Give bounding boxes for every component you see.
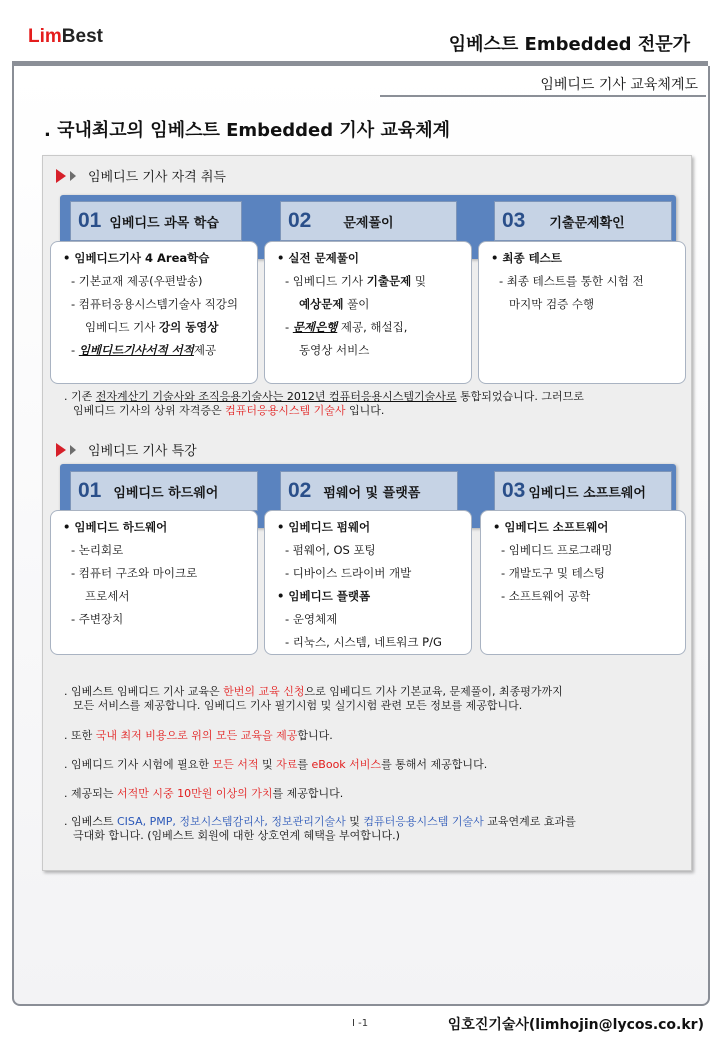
card-line: - 펌웨어, OS 포팅 xyxy=(285,543,376,557)
author-contact: 임호진기술사(limhojin@lycos.co.kr) xyxy=(447,1017,704,1033)
note-red-text: 모든 서적 xyxy=(212,758,259,771)
card-line xyxy=(277,316,463,339)
card-text: - 임베디드 기사 xyxy=(285,274,367,288)
card-line: 마지막 검증 수행 xyxy=(509,297,595,311)
card-emphasis-text: 문제은행 xyxy=(292,320,338,334)
block2-heading-text: 임베디드 기사 특강 xyxy=(88,444,197,459)
header-title: 임베스트 Embedded 전문가 xyxy=(448,34,690,55)
block2-tab-1 xyxy=(70,471,258,511)
card-line: • 임베디드 펌웨어 xyxy=(277,520,371,534)
block1-heading xyxy=(56,166,226,185)
block2-heading xyxy=(56,440,197,459)
card-line: • 실전 문제풀이 xyxy=(277,251,360,265)
note-text: 를 통해서 제공합니다. xyxy=(381,758,488,771)
card-text: - xyxy=(285,320,293,334)
note-text: 입니다. xyxy=(345,404,385,417)
card-line: - 컴퓨터응용시스템기술사 직강의 xyxy=(71,297,238,311)
note-text: . 임베스트 xyxy=(64,815,117,828)
tab-number: 02 xyxy=(288,479,312,502)
tab-number: 03 xyxy=(502,479,526,502)
card-line: - 디바이스 드라이버 개발 xyxy=(285,566,412,580)
card-line: - 기본교재 제공(우편발송) xyxy=(71,274,203,288)
note-text: 교육연계로 효과를 xyxy=(483,815,576,828)
note-text: 및 xyxy=(345,815,364,828)
note-text: . 제공되는 xyxy=(64,787,117,800)
subtitle-divider xyxy=(380,95,706,97)
card-line: - 임베디드 프로그래밍 xyxy=(501,543,613,557)
card-line: • 임베디드 소프트웨어 xyxy=(493,520,609,534)
card-line: • 임베디드 하드웨어 xyxy=(63,520,168,534)
card-text: 풀이 xyxy=(343,297,370,311)
card-bold-text: 강의 동영상 xyxy=(158,320,219,334)
note-red-text: 국내 최저 비용으로 위의 모든 교육을 제공 xyxy=(95,729,298,742)
bottom-note-5-line-2: 극대화 합니다. (임베스트 회원에 대한 상호연계 혜택을 부여합니다.) xyxy=(73,829,400,842)
card-bold-text: 기출문제 xyxy=(366,274,412,288)
card-line xyxy=(63,316,249,339)
card-line: • 최종 테스트 xyxy=(491,251,562,265)
card-text: 임베디드 기사 xyxy=(85,320,159,334)
card-bold-text: 예상문제 xyxy=(299,297,344,311)
card-line: • 임베디드기사 4 Area학습 xyxy=(63,251,210,265)
block1-card-2 xyxy=(264,241,472,384)
tab-label: 임베디드 하드웨어 xyxy=(113,485,219,501)
note-red-text: 서적만 시중 10만원 이상의 가치 xyxy=(117,787,273,800)
note-text: 및 xyxy=(258,758,277,771)
note-red-text: 컴퓨터응용시스템 기술사 xyxy=(225,404,346,417)
note-text: 임베디드 기사의 상위 자격증은 xyxy=(73,404,226,417)
section-title: . 국내최고의 임베스트 Embedded 기사 교육체계 xyxy=(44,120,450,141)
card-line: - 개발도구 및 테스팅 xyxy=(501,566,605,580)
note-text: . 임베스트 임베디드 기사 교육은 xyxy=(64,685,224,698)
block2-tab-2 xyxy=(280,471,458,511)
card-text: 제공, 해설집, xyxy=(337,320,408,334)
note-red-text: 한번의 교육 신청 xyxy=(223,685,305,698)
tab-number: 01 xyxy=(78,479,102,502)
red-triangle-icon xyxy=(56,169,66,183)
limbest-logo xyxy=(28,26,103,48)
block1-tab-2 xyxy=(280,201,457,241)
card-line xyxy=(277,293,463,316)
card-line xyxy=(63,339,249,362)
block1-note-line-1 xyxy=(64,390,584,404)
note-text: 를 xyxy=(297,758,312,771)
card-emphasis-text: 임베디드기사서적 서적 xyxy=(78,343,194,357)
block2-card-2 xyxy=(264,510,472,655)
note-text: 합니다. xyxy=(297,729,333,742)
note-red-text: eBook 서비스 xyxy=(311,758,382,771)
block1-note-line-2 xyxy=(73,404,384,418)
card-text: 제공 xyxy=(193,343,217,357)
block1-heading-text: 임베디드 기사 자격 취득 xyxy=(88,170,226,185)
note-underlined-text: 전자계산기 기술사와 조직응용기술사는 2012년 컴퓨터응용시스템기술사로 xyxy=(95,390,457,403)
block1-card-3 xyxy=(478,241,686,384)
note-blue-text: CISA, PMP, 정보시스템감리사, 정보관리기술사 xyxy=(117,815,346,828)
tab-label: 문제풀이 xyxy=(343,215,394,231)
note-text: . 임베디드 기사 시험에 필요한 xyxy=(64,758,213,771)
card-line: - 논리회로 xyxy=(71,543,124,557)
block2-card-3 xyxy=(480,510,686,655)
card-line xyxy=(277,270,463,293)
page-subtitle: 임베디드 기사 교육체계도 xyxy=(540,77,698,93)
block1-tab-1 xyxy=(70,201,242,241)
note-text: 으로 임베디드 기사 기본교육, 문제풀이, 최종평가까지 xyxy=(304,685,563,698)
note-blue-text: 컴퓨터응용시스템 기술사 xyxy=(363,815,484,828)
page-number: I -1 xyxy=(352,1018,369,1029)
note-text: 를 제공합니다. xyxy=(272,787,344,800)
card-line: - 최종 테스트를 통한 시험 전 xyxy=(499,274,644,288)
card-line: 동영상 서비스 xyxy=(299,343,370,357)
block2-card-1 xyxy=(50,510,258,655)
bottom-note-5-line-1 xyxy=(64,815,576,829)
bottom-note-2 xyxy=(64,729,333,743)
red-triangle-icon xyxy=(56,443,66,457)
bottom-note-1-line-1 xyxy=(64,685,563,699)
gray-triangle-icon xyxy=(70,445,76,455)
note-text: 통합되었습니다. 그러므로 xyxy=(456,390,584,403)
card-line: - 리눅스, 시스템, 네트워크 P/G xyxy=(285,635,442,649)
card-line: • 임베디드 플랫폼 xyxy=(277,589,371,603)
note-text: . 또한 xyxy=(64,729,96,742)
gray-triangle-icon xyxy=(70,171,76,181)
tab-number: 02 xyxy=(288,209,312,232)
tab-label: 임베디드 과목 학습 xyxy=(109,215,219,231)
bottom-note-4 xyxy=(64,787,343,801)
card-line: - 소프트웨어 공학 xyxy=(501,589,591,603)
block2-tab-3 xyxy=(494,471,672,511)
block1-card-1 xyxy=(50,241,258,384)
card-text: - xyxy=(71,343,79,357)
note-red-text: 자료 xyxy=(276,758,298,771)
card-line: - 운영체제 xyxy=(285,612,338,626)
block1-tab-3 xyxy=(494,201,672,241)
bottom-note-3 xyxy=(64,758,487,772)
note-text: . 기존 xyxy=(64,390,96,403)
tab-label: 펌웨어 및 플랫폼 xyxy=(323,485,421,501)
tab-number: 01 xyxy=(78,209,102,232)
card-line: - 주변장치 xyxy=(71,612,124,626)
tab-label: 기출문제확인 xyxy=(549,215,625,231)
tab-number: 03 xyxy=(502,209,526,232)
card-line: - 컴퓨터 구조와 마이크로 xyxy=(71,566,198,580)
logo-lim-text: Lim xyxy=(28,26,62,47)
logo-best-text: Best xyxy=(61,26,103,47)
card-text: 및 xyxy=(411,274,426,288)
bottom-note-1-line-2: 모든 서비스를 제공합니다. 임베디드 기사 필기시험 및 실기시험 관련 모든 정보를 제공합니다. xyxy=(73,699,523,712)
tab-label: 임베디드 소프트웨어 xyxy=(528,485,646,501)
card-line: 프로세서 xyxy=(85,589,130,603)
